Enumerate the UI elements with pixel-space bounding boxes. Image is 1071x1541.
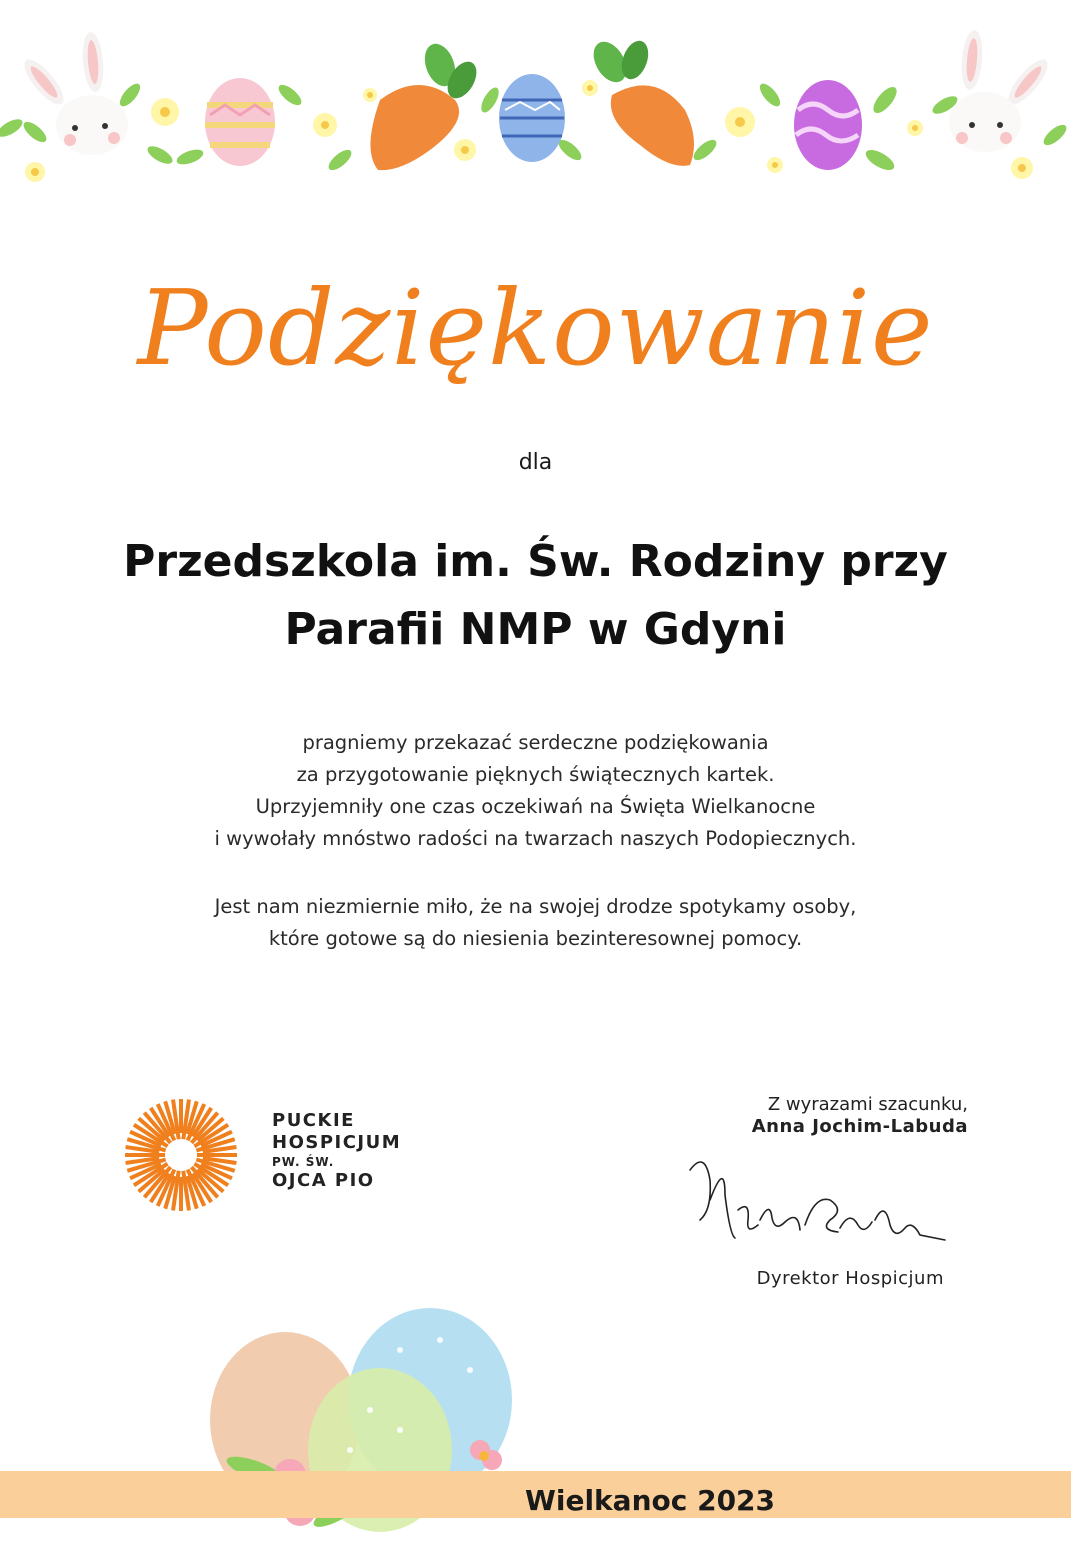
- logo-line: OJCA PIO: [272, 1170, 375, 1191]
- logo-line: PW. ŚW.: [272, 1155, 335, 1169]
- logo-line: PUCKIE: [272, 1110, 355, 1131]
- paragraph-line: za przygotowanie pięknych świątecznych kartek.: [296, 763, 775, 786]
- closing-phrase: Z wyrazami szacunku,: [767, 1094, 968, 1115]
- blue-easter-egg-icon: [499, 74, 565, 162]
- footer-easter-year: Wielkanoc 2023: [524, 1484, 776, 1517]
- easter-garland-decoration: [0, 0, 1071, 200]
- paragraph-line: Uprzyjemniły one czas oczekiwań na Święta Wielkanocne: [255, 795, 816, 818]
- paragraph-line: Jest nam niezmiernie miło, że na swojej drodze spotykamy osoby,: [214, 895, 857, 918]
- handwritten-signature: [680, 1140, 950, 1260]
- recipient-line: Przedszkola im. Św. Rodziny przy: [123, 536, 948, 587]
- paragraph-line: które gotowe są do niesienia bezinteresownej pomocy.: [268, 927, 803, 950]
- paragraph-line: pragniemy przekazać serdeczne podziękowania: [302, 731, 769, 754]
- for-label: dla: [518, 450, 553, 475]
- certificate-title: Podziękowanie: [137, 267, 934, 389]
- gratitude-paragraph: [60, 891, 1011, 955]
- paragraph-line: i wywołały mnóstwo radości na twarzach naszych Podopiecznych.: [214, 827, 857, 850]
- hospice-logo-text: [272, 1110, 401, 1192]
- recipient-line: Parafii NMP w Gdyni: [284, 604, 787, 655]
- signer-role: Dyrektor Hospicjum: [756, 1268, 944, 1289]
- bunny-icon: [949, 29, 1054, 152]
- recipient-name: [40, 528, 1031, 664]
- closing-block: [600, 1094, 968, 1138]
- carrot-icon: [587, 36, 694, 166]
- sun-icon: [122, 1096, 240, 1214]
- pink-easter-egg-icon: [205, 78, 275, 166]
- thanks-paragraph: [60, 727, 1011, 855]
- purple-easter-egg-icon: [794, 80, 862, 170]
- logo-line: HOSPICJUM: [272, 1132, 402, 1153]
- signer-name: Anna Jochim-Labuda: [751, 1116, 968, 1137]
